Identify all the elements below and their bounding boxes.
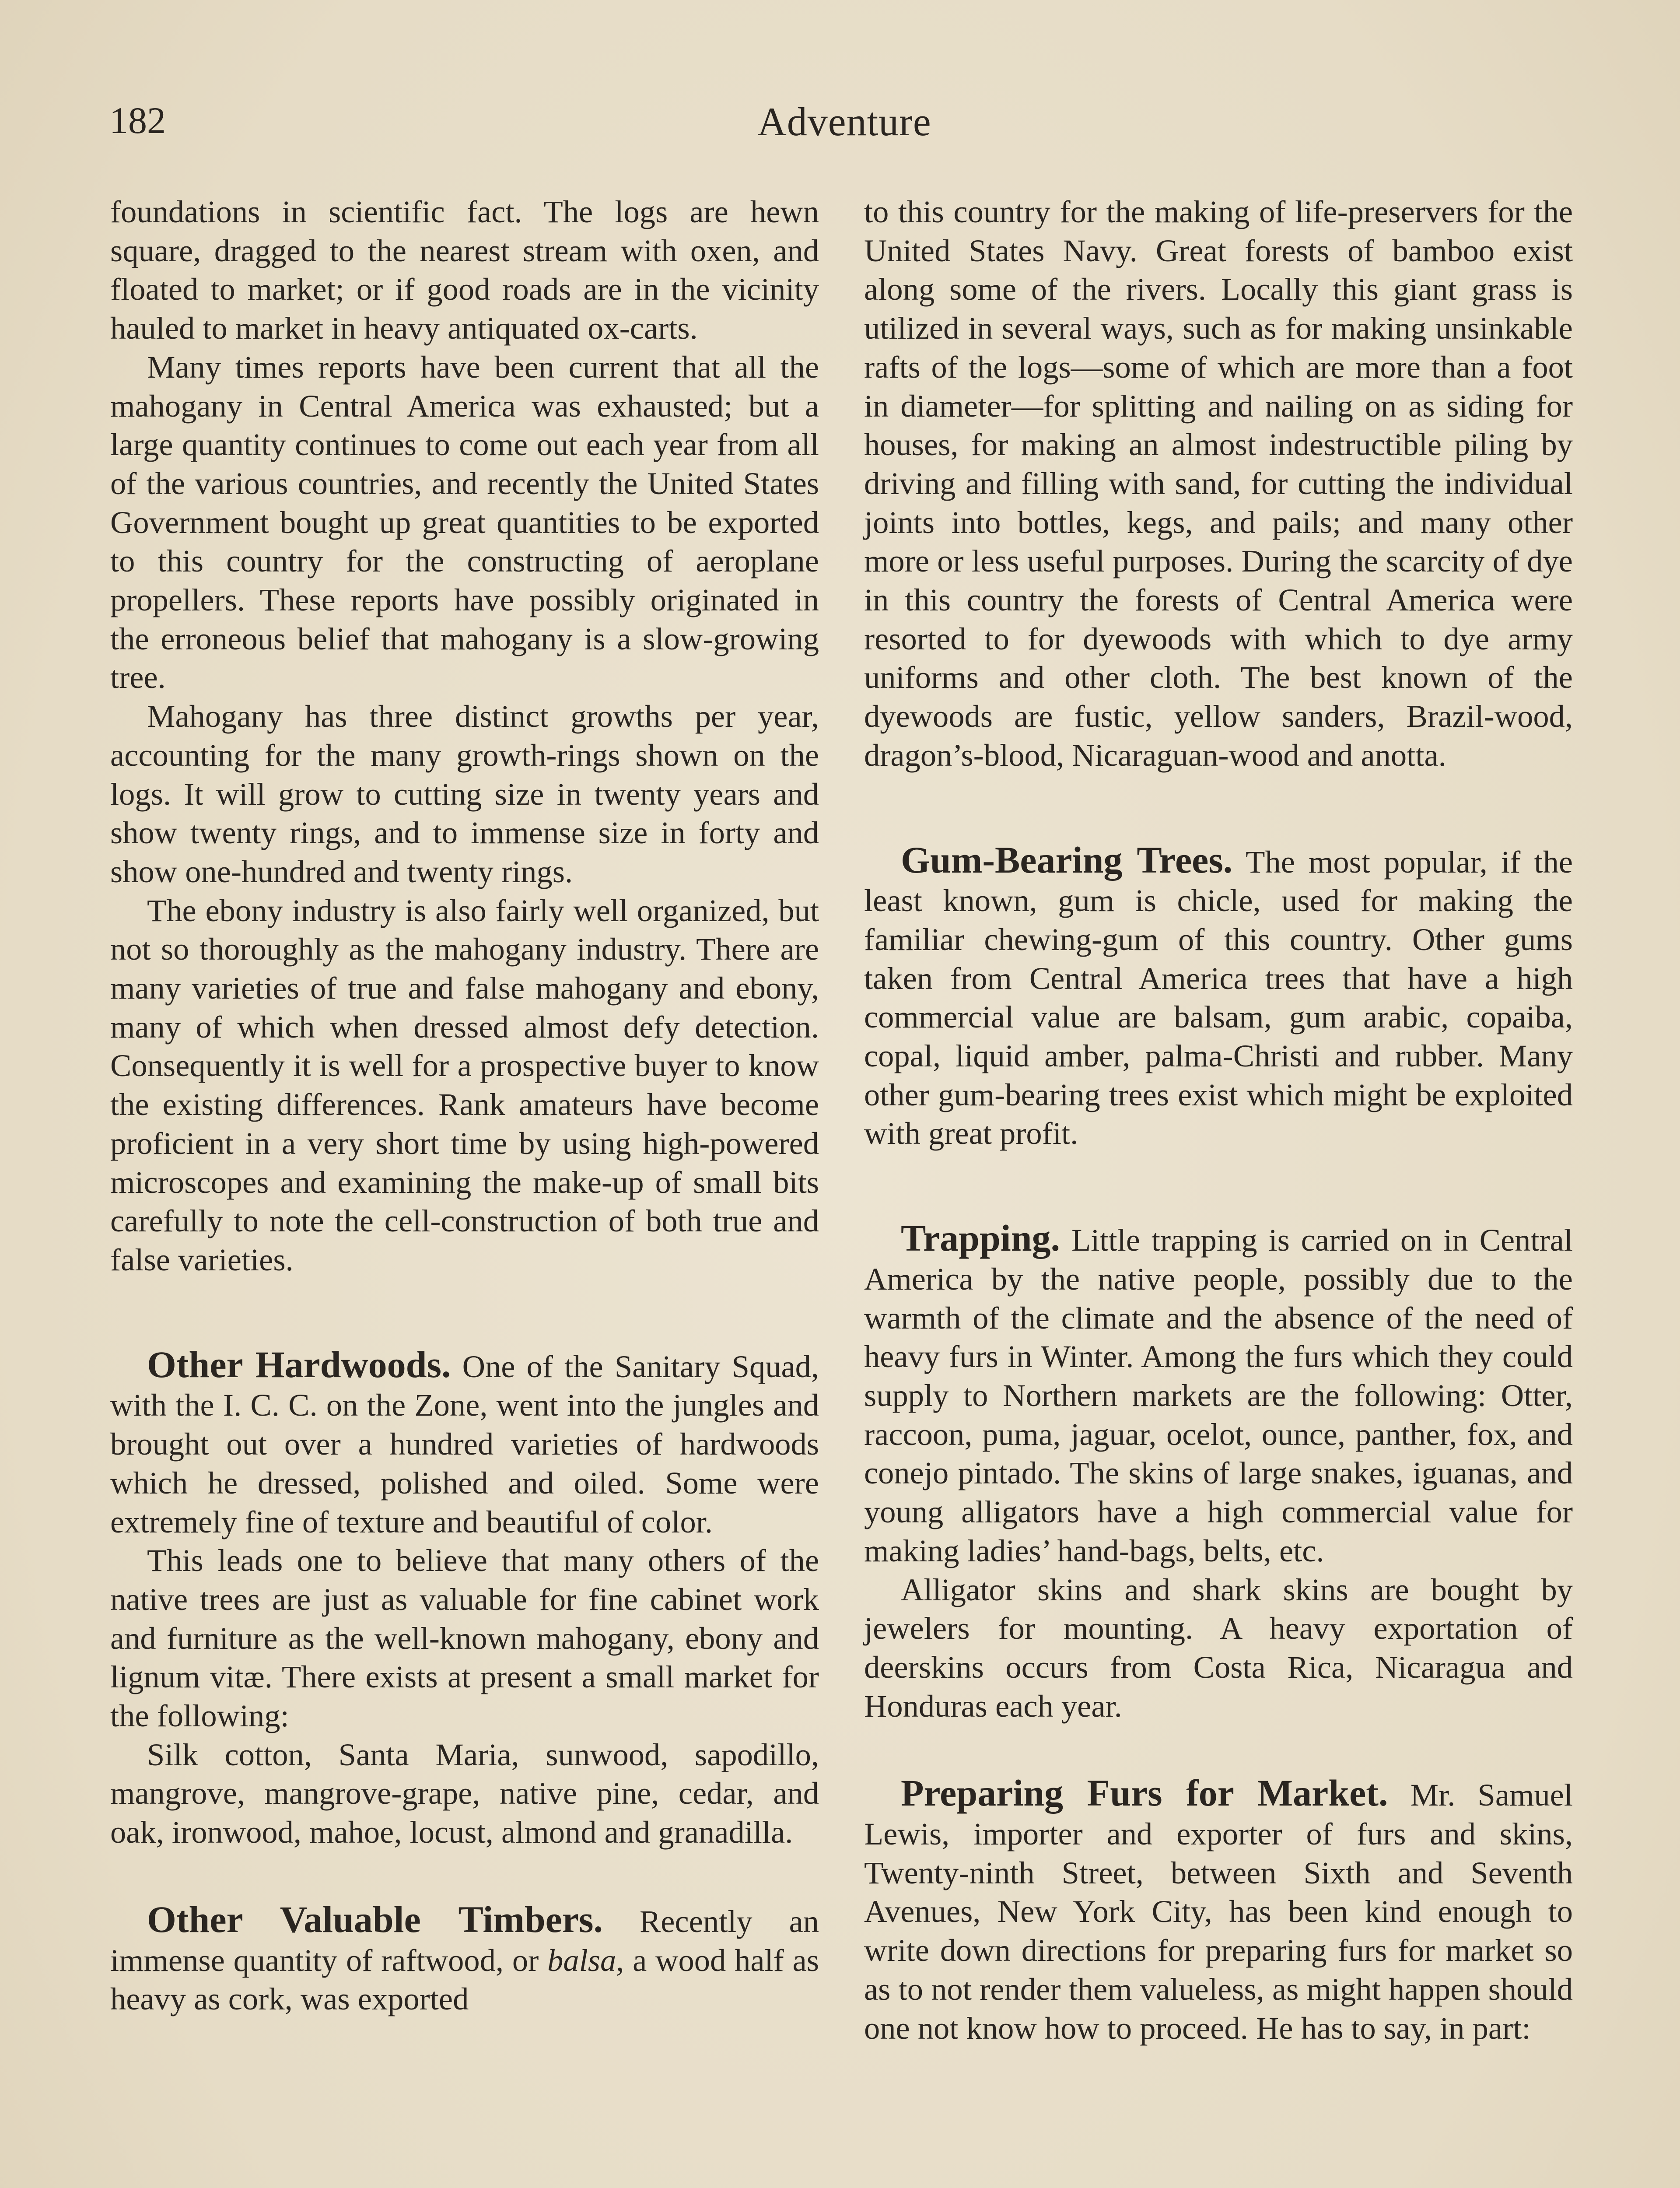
- section-preparing-furs: [864, 1774, 1573, 2048]
- section-lead-paragraph: [864, 838, 1573, 1154]
- paragraph: This leads one to believe that many others of the native trees are just as valuable for fine cabinet work and furniture as the well-known mahogany, ebony and lignum vitæ. There exists at present a small market for the following:: [110, 1543, 819, 1734]
- page-number: 182: [109, 99, 166, 141]
- section-heading: Gum-Bearing Trees.: [901, 838, 1233, 881]
- paragraph-text: Little trapping is carried on in Central America by the native people, possibly due to the warmth of the climate and the absence of the need of heavy furs in Winter. Among the furs which they could supply to Northern markets are the following: Otter, raccoon, puma, jaguar, ocelot, ounce, panther, fox, and conejo pintado. The skins of large snakes, iguanas, and young alligators have a high commercial value for making ladies’ hand-bags, belts, etc.: [864, 1222, 1573, 1568]
- running-title: Adventure: [757, 99, 931, 144]
- paragraph: Silk cotton, Santa Maria, sunwood, sapodillo, mangrove, mangrove-grape, native pine, cedar, and oak, ironwood, mahoe, locust, almond and granadilla.: [110, 1736, 819, 1850]
- section-lead-paragraph: [110, 1345, 819, 1542]
- paragraph-text: Recently an immense quantity of raftwood, or: [110, 1903, 819, 1978]
- section-gum-bearing-trees: [864, 838, 1573, 1154]
- section-lead-paragraph: [864, 1774, 1573, 2048]
- section-heading: Trapping.: [901, 1217, 1060, 1259]
- paragraph-text: Mr. Samuel Lewis, importer and exporter of furs and skins, Twenty-ninth Street, between Sixth and Seventh Avenues, New York City, has been kind enough to write down directions for preparing furs for market so as to not render them valueless, as might happen should one not know how to proceed. He has to say, in part:: [864, 1777, 1573, 2046]
- paragraph: to this country for the making of life-preservers for the United States Navy. Great forests of bamboo exist along some of the rivers. Locally this giant grass is utilized in several ways, such as for making unsinkable rafts of the logs—some of which are more than a foot in diameter—for splitting and nailing on as siding for houses, for making an almost indestructible piling by driving and filling with sand, for cutting the individual joints into bottles, kegs, and pails; and many other more or less useful purposes. During the scarcity of dye in this country the forests of Central America were resorted to for dyewoods with which to dye army uniforms and other cloth. The best known of the dyewoods are fustic, yellow sanders, Brazil-wood, dragon’s-blood, Nicaraguan-wood and anotta.: [864, 194, 1573, 773]
- right-column: [864, 193, 1573, 2048]
- paragraph: foundations in scientific fact. The logs are hewn square, dragged to the nearest stream with oxen, and floated to market; or if good roads are in the vicinity hauled to market in heavy antiquated ox-carts.: [110, 194, 819, 346]
- section-heading: Other Valuable Timbers.: [147, 1898, 603, 1940]
- paragraph: Many times reports have been current that all the mahogany in Central America was exhausted; but a large quantity continues to come out each year from all of the various countries, and recently the United States Government bought up great quantities to be exported to this country for the constructing of aeroplane propellers. These reports have possibly originated in the erroneous belief that mahogany is a slow-growing tree.: [110, 349, 819, 695]
- section-lead-paragraph: [864, 1219, 1573, 1570]
- section-trapping: [864, 1219, 1573, 1725]
- left-column: [110, 193, 819, 2019]
- section-lead-paragraph: [110, 1900, 819, 2019]
- paragraph-text: One of the Sanitary Squad, with the I. C. C. on the Zone, went into the jungles and brought out over a hundred varieties of hardwoods which he dressed, polished and oiled. Some were extremely fine of texture and beautiful of color.: [110, 1348, 819, 1539]
- paragraph: The ebony industry is also fairly well organized, but not so thoroughly as the mahogany industry. There are many varieties of true and false mahogany and ebony, many of which when dressed almost defy detection. Consequently it is well for a prospective buyer to know the existing differences. Rank amateurs have become proficient in a very short time by using high-powered microscopes and examining the make-up of small bits carefully to note the cell-construction of both true and false varieties.: [110, 892, 819, 1277]
- section-other-hardwoods: [110, 1345, 819, 1852]
- paragraph-text: , a wood half as heavy as cork, was exported: [110, 1942, 819, 2017]
- section-heading: Preparing Furs for Market.: [901, 1772, 1388, 1814]
- paragraph-text: The most popular, if the least known, gum is chicle, used for making the familiar chewing-gum of this country. Other gums taken from Central America trees that have a high commercial value are balsam, gum arabic, copaiba, copal, liquid amber, palma-Christi and rubber. Many other gum-bearing trees exist which might be exploited with great profit.: [864, 844, 1573, 1151]
- paragraph: Mahogany has three distinct growths per year, accounting for the many growth-rings shown on the logs. It will grow to cutting size in twenty years and show twenty rings, and to immense size in forty and show one-hundred and twenty rings.: [110, 698, 819, 889]
- section-other-valuable-timbers: [110, 1900, 819, 2019]
- paragraph: Alligator skins and shark skins are bought by jewelers for mounting. A heavy exportation of deerskins occurs from Costa Rica, Nicaragua and Honduras each year.: [864, 1571, 1573, 1724]
- page-header: [109, 98, 1579, 151]
- section-heading: Other Hardwoods.: [147, 1343, 451, 1385]
- italic-term: balsa: [547, 1942, 616, 1978]
